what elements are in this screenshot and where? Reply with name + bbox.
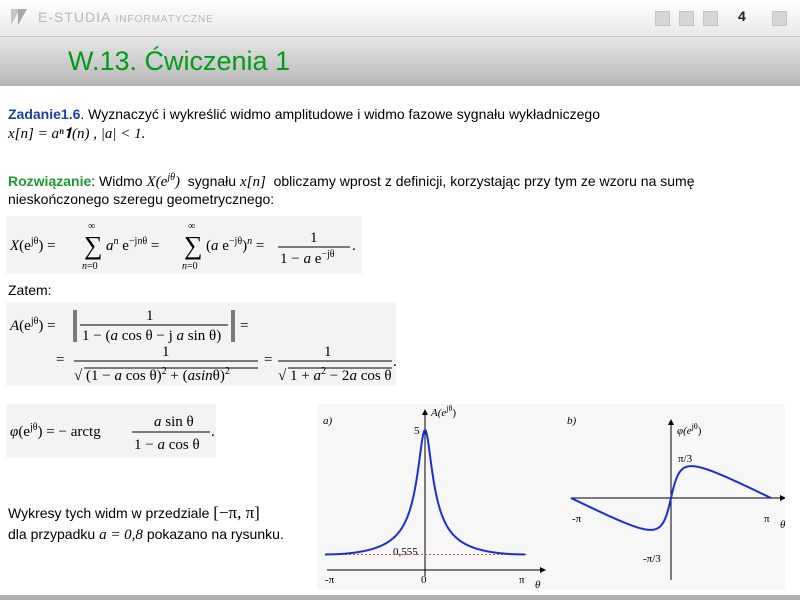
task-formula: x[n] = aⁿ𝟏(n) , |a| < 1. [8, 126, 146, 142]
task-label: Zadanie1.6 [8, 106, 81, 122]
plot-a-x-left-tick: -π [325, 574, 335, 586]
svg-text:1 + a2 − 2a cos θ: $1 + a^2 - 2a$ cos θ [290, 366, 392, 384]
solution-label: Rozwiązanie [8, 173, 92, 189]
logo-icon [8, 6, 30, 28]
plot-b-y-top-tick: π/3 [678, 453, 693, 465]
svg-text:X(ejθ) =: $X(e^{j\theta})$ = [10, 236, 56, 254]
svg-text:n=0: n=0 [82, 261, 98, 272]
plot-b-y-bottom-tick: -π/3 [643, 553, 661, 565]
page-title: W.13. Ćwiczenia 1 [68, 46, 291, 76]
nav-last-button[interactable] [772, 11, 787, 26]
plot-a-y-max-tick: 5 [414, 425, 420, 437]
top-bar [0, 0, 800, 37]
svg-text:1: 1 [146, 308, 154, 324]
svg-text:√: √ [278, 368, 287, 384]
svg-text:1 − a e−jθ: 1 − a $e^{-j\theta}$ [280, 249, 335, 267]
svg-text:∑: ∑ [84, 231, 103, 260]
interval-symbol: [−π, π] [213, 503, 260, 522]
svg-text:φ(ejθ) = − arctg: $\varphi(e^{j\theta})$ = − arctg [10, 422, 101, 440]
svg-text:1: 1 [162, 344, 170, 360]
brand-name: E-STUDIA INFORMATYCZNE [38, 9, 214, 25]
page-number: 4 [738, 8, 746, 24]
svg-text:1 − (a cos θ − j a sin θ): 1 − (a cos θ − j a sin θ) [82, 328, 222, 344]
case-symbol: a = 0,8 [99, 527, 143, 543]
svg-text:=: = [264, 352, 273, 368]
solution-line-1: Rozwiązanie: Widmo $X(e^{j\theta})$ sygnału x[n] obliczamy wprost z definicji, korzystając przy tym ze wzoru na sumę [8, 172, 695, 190]
plot-a-x-zero-tick: 0 [421, 574, 427, 586]
plot-b-y-label: $\varphi(e^{j\theta})$ [677, 422, 702, 437]
svg-text:A(ejθ) =: $A(e^{j\theta})$ = [10, 316, 56, 334]
svg-text:(a e−jθ)n =: (a $e^{-j\theta})^n$ = [206, 236, 265, 254]
bottom-text-line-1: Wykresy tych widm w przedziale [−π, π] [8, 503, 260, 522]
svg-text:an e−jnθ =: $a^n$ $e^{-jn\theta}$ = [106, 236, 160, 254]
task-text: . Wyznaczyć i wykreślić widmo amplitudowe i widmo fazowe sygnału wykładniczego [80, 106, 600, 122]
bottom-text-line-2: dla przypadku a = 0,8 pokazano na rysunku. [8, 526, 284, 543]
plot-a-x-right-tick: π [519, 574, 525, 586]
svg-text:1: 1 [324, 344, 332, 360]
plot-a-x-axis-label: θ [535, 579, 541, 590]
zatem-label: Zatem: [8, 282, 52, 298]
svg-text:∞: ∞ [88, 221, 96, 232]
nav-prev-button[interactable] [679, 11, 694, 26]
spectrum-symbol: $X(e^{j\theta})$ [146, 172, 181, 190]
spectrum-plots [317, 404, 785, 590]
equation-spectrum [6, 216, 362, 274]
svg-text:1 − a cos θ: 1 − a cos θ [134, 437, 200, 453]
svg-text:=: = [56, 352, 65, 368]
plot-a-panel-label: a) [323, 415, 333, 427]
equation-amplitude [6, 302, 398, 388]
plot-a-y-label: $A(e^{j\theta})$ [431, 404, 456, 419]
plot-a-y-min-tick: 0,555 [393, 546, 418, 558]
svg-text:√: √ [74, 368, 83, 384]
svg-text:∑: ∑ [184, 231, 203, 260]
svg-text:1: 1 [310, 230, 318, 246]
footer-bar [0, 595, 800, 600]
svg-text:=: = [240, 318, 249, 334]
nav-next-button[interactable] [703, 11, 718, 26]
nav-first-button[interactable] [655, 11, 670, 26]
svg-text:.: . [211, 424, 215, 440]
plot-b-x-left-tick: -π [572, 513, 582, 525]
task-statement [8, 106, 600, 122]
plot-b-panel-label: b) [567, 415, 577, 427]
svg-text:.: . [352, 238, 356, 254]
svg-text:(1 − a cos θ)2 + (asinθ)2: (1 − a $\cos \theta)^2 + (asin\theta)^2$ [86, 366, 230, 384]
svg-text:.: . [393, 354, 397, 370]
equation-phase [6, 404, 218, 458]
svg-text:n=0: n=0 [182, 261, 198, 272]
plot-b-x-right-tick: π [764, 513, 770, 525]
solution-line-2: nieskończonego szeregu geometrycznego: [8, 191, 275, 207]
svg-text:a sin θ: a sin θ [154, 414, 194, 430]
signal-symbol: x[n] [239, 174, 266, 190]
plot-b-x-axis-label: θ [780, 519, 785, 531]
svg-text:∞: ∞ [188, 221, 196, 232]
